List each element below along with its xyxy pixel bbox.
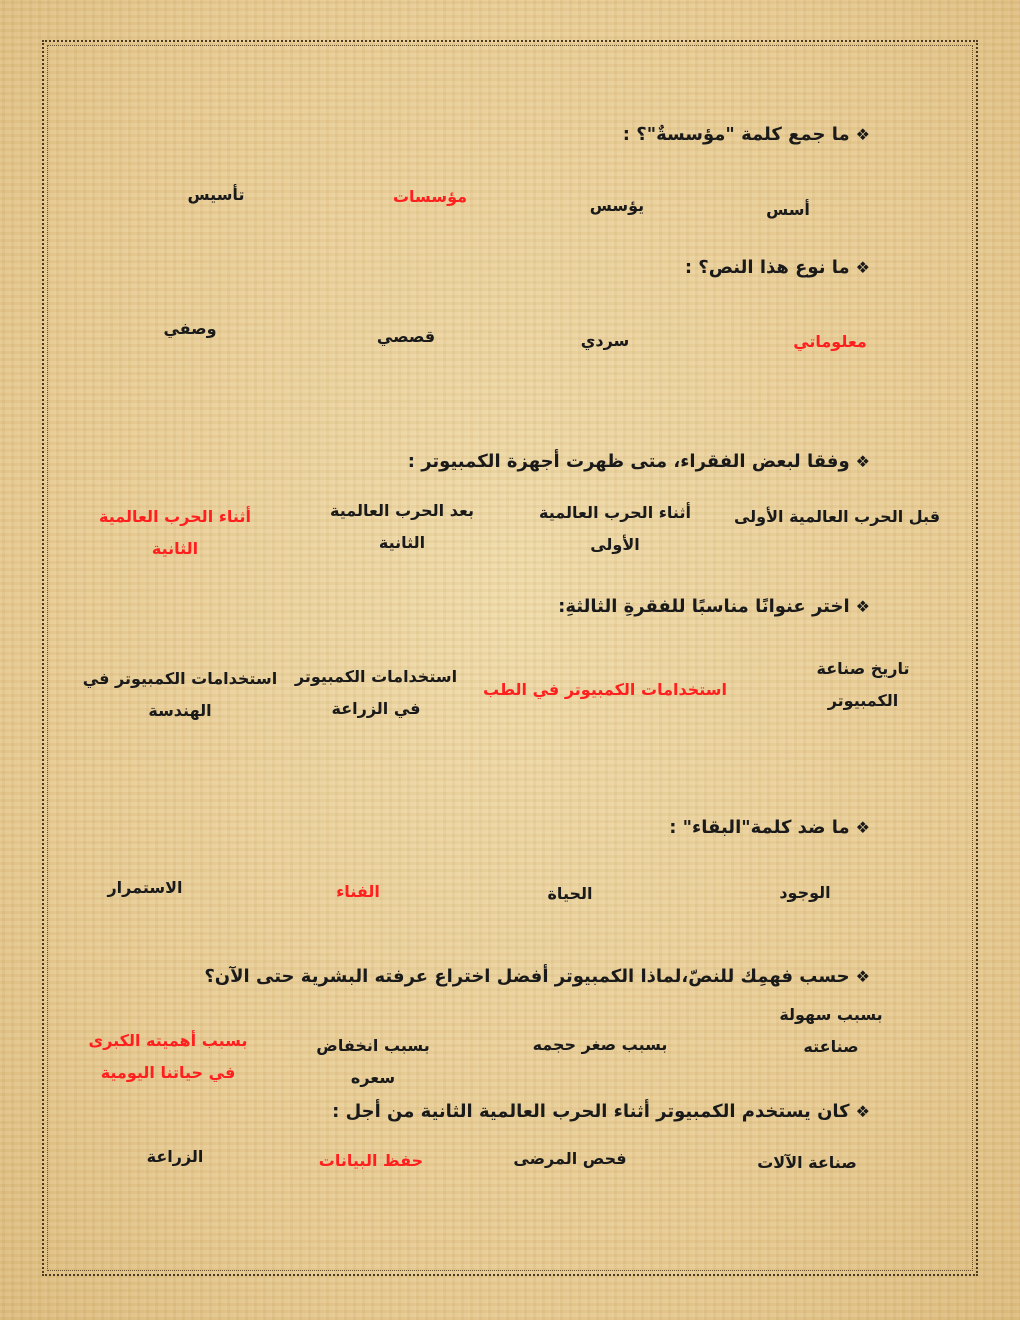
- bullet-icon: ❖: [855, 818, 870, 837]
- q3-option-3: بعد الحرب العالمية الثانية: [330, 501, 474, 552]
- q4-option-4: استخدامات الكمبيوتر في الهندسة: [82, 669, 278, 720]
- q1-option-3-correct: مؤسسات: [392, 187, 468, 206]
- q6-option-4-correct: بسبب أهميته الكبرى في حياتنا اليومية: [88, 1031, 248, 1082]
- question-3: [408, 451, 870, 472]
- q7-option-1: صناعة الآلات: [757, 1153, 857, 1172]
- bullet-icon: ❖: [855, 258, 870, 277]
- q1-option-4: تأسيس: [187, 185, 245, 204]
- question-2-text: ما نوع هذا النص؟ :: [684, 257, 850, 278]
- question-4-text: اختر عنوانًا مناسبًا للفقرةِ الثالثةِ:: [558, 596, 850, 617]
- q4-option-1: تاريخ صناعة الكمبيوتر: [816, 659, 910, 710]
- question-5: [669, 817, 870, 838]
- q7-option-3-correct: حفظ البيانات: [318, 1151, 424, 1170]
- q3-option-2: أثناء الحرب العالمية الأولى: [539, 503, 691, 554]
- question-1-text: ما جمع كلمة "مؤسسةٌ"؟ :: [622, 124, 850, 145]
- q1-option-1: أسس: [766, 200, 810, 219]
- q2-option-2: سردي: [580, 331, 630, 350]
- q2-option-4: وصفي: [163, 319, 217, 338]
- question-1: [623, 124, 870, 145]
- bullet-icon: ❖: [855, 597, 870, 616]
- q6-option-3: بسبب انخفاض سعره: [316, 1036, 430, 1087]
- question-6: [204, 966, 870, 987]
- question-6-text: حسب فهمِك للنصّ،لماذا الكمبيوتر أفضل اختراع عرفته البشرية حتى الآن؟: [204, 966, 850, 987]
- question-7-text: كان يستخدم الكمبيوتر أثناء الحرب العالمية الثانية من أجل :: [332, 1101, 850, 1122]
- q3-option-4-correct: أثناء الحرب العالمية الثانية: [99, 507, 251, 558]
- q5-option-1: الوجود: [779, 883, 831, 902]
- q2-option-3: قصصي: [376, 327, 436, 346]
- q5-option-3-correct: الفناء: [336, 882, 380, 901]
- q4-option-3: استخدامات الكمبيوتر في الزراعة: [294, 667, 458, 718]
- bullet-icon: ❖: [855, 452, 870, 471]
- q5-option-4: الاستمرار: [107, 878, 183, 897]
- question-4: [558, 596, 870, 617]
- q4-option-2-correct: استخدامات الكمبيوتر في الطب: [483, 680, 727, 699]
- q3-option-1: قبل الحرب العالمية الأولى: [733, 507, 941, 526]
- q6-option-1: بسبب سهولة صناعته: [779, 1005, 883, 1056]
- q5-option-2: الحياة: [547, 884, 593, 903]
- q1-option-2: يؤسس: [589, 196, 645, 215]
- q7-option-2: فحص المرضى: [513, 1149, 627, 1168]
- question-2: [685, 257, 870, 278]
- q2-option-1-correct: معلوماتي: [793, 332, 867, 351]
- bullet-icon: ❖: [855, 1102, 870, 1121]
- bullet-icon: ❖: [855, 125, 870, 144]
- q6-option-2: بسبب صغر حجمه: [532, 1035, 668, 1054]
- bullet-icon: ❖: [855, 967, 870, 986]
- q7-option-4: الزراعة: [146, 1147, 204, 1166]
- question-5-text: ما ضد كلمة"البقاء" :: [669, 817, 850, 838]
- question-3-text: وفقا لبعض الفقراء، متى ظهرت أجهزة الكمبيوتر :: [407, 451, 850, 472]
- question-7: [332, 1101, 870, 1122]
